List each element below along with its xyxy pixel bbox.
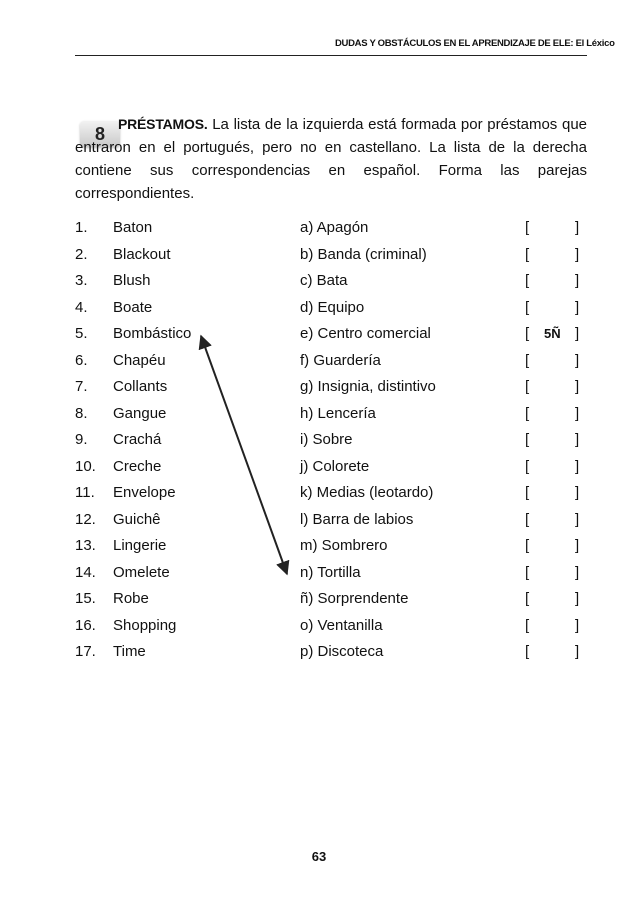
spanish-equivalent: b) Banda (criminal)	[300, 245, 427, 263]
bracket-close: ]	[575, 431, 580, 448]
row-number: 16.	[75, 616, 96, 634]
spanish-equivalent: a) Apagón	[300, 219, 369, 236]
bracket-close: ]	[575, 351, 580, 369]
connection-arrow-line	[201, 336, 287, 574]
loanword: Robe	[113, 590, 149, 607]
spanish-equivalent: ñ) Sorprendente	[300, 590, 409, 607]
bracket-open: [	[525, 457, 530, 475]
bracket-open: [	[525, 378, 530, 395]
row-number: 4.	[75, 298, 88, 316]
row-number: 3.	[75, 272, 88, 289]
exercise-title: PRÉSTAMOS.	[118, 116, 208, 132]
bracket-open: [	[525, 537, 530, 554]
row-number: 9.	[75, 431, 88, 448]
loanword: Guichê	[113, 510, 161, 528]
row-number: 5.	[75, 325, 88, 342]
spanish-equivalent: h) Lencería	[300, 404, 376, 422]
bracket-close: ]	[575, 457, 580, 475]
spanish-equivalent: l) Barra de labios	[300, 510, 414, 528]
spanish-equivalent: d) Equipo	[300, 298, 365, 316]
bracket-open: [	[525, 590, 530, 607]
bracket-open: [	[525, 298, 530, 316]
row-number: 11.	[75, 484, 95, 501]
row-number: 1.	[75, 219, 88, 236]
loanword: Creche	[113, 457, 162, 475]
row-number: 2.	[75, 245, 88, 263]
page-number: 63	[311, 849, 327, 864]
spanish-equivalent: m) Sombrero	[300, 537, 388, 554]
loanword: Bombástico	[113, 325, 192, 342]
bracket-open: [	[525, 325, 530, 342]
bracket-close: ]	[575, 563, 580, 581]
exercise-instructions-text: La lista de la izquierda está formada por préstamos que entraron en el portugués, pero no en castellano. La lista de la derecha contiene sus correspondencias en español. Forma las parejas correspondientes.	[75, 116, 587, 202]
loanword: Shopping	[113, 616, 177, 634]
bracket-close: ]	[575, 537, 580, 554]
spanish-equivalent: i) Sobre	[300, 431, 353, 448]
bracket-close: ]	[575, 510, 580, 528]
loanword: Envelope	[113, 484, 176, 501]
bracket-close: ]	[575, 616, 580, 634]
bracket-close: ]	[575, 325, 580, 342]
loanword: Lingerie	[113, 537, 167, 554]
bracket-close: ]	[575, 484, 580, 501]
bracket-close: ]	[575, 643, 580, 660]
bracket-close: ]	[575, 272, 580, 289]
bracket-close: ]	[575, 590, 580, 607]
spanish-equivalent: g) Insignia, distintivo	[300, 378, 436, 395]
spanish-equivalent: o) Ventanilla	[300, 616, 383, 634]
bracket-close: ]	[575, 298, 580, 316]
loanword: Baton	[113, 219, 153, 236]
bracket-open: [	[525, 245, 530, 263]
loanword: Crachá	[113, 431, 162, 448]
spanish-equivalent: p) Discoteca	[300, 643, 384, 660]
spanish-equivalent: e) Centro comercial	[300, 325, 431, 342]
bracket-open: [	[525, 643, 530, 660]
bracket-open: [	[525, 219, 530, 236]
bracket-close: ]	[575, 378, 580, 395]
loanword: Gangue	[113, 404, 167, 422]
row-number: 6.	[75, 351, 88, 369]
row-number: 13.	[75, 537, 96, 554]
row-number: 8.	[75, 404, 88, 422]
bracket-close: ]	[575, 245, 580, 263]
row-number: 7.	[75, 378, 88, 395]
row-number: 12.	[75, 510, 96, 528]
answer-field[interactable]: 5Ñ	[544, 326, 561, 341]
running-header: DUDAS Y OBSTÁCULOS EN EL APRENDIZAJE DE ELE: El Léxico	[335, 38, 615, 49]
loanword: Blush	[113, 272, 151, 289]
spanish-equivalent: n) Tortilla	[300, 563, 361, 581]
row-number: 14.	[75, 563, 96, 581]
bracket-open: [	[525, 351, 530, 369]
bracket-open: [	[525, 510, 530, 528]
loanword: Time	[113, 643, 146, 660]
exercise-number: 8	[94, 124, 105, 144]
row-number: 10.	[75, 457, 96, 475]
spanish-equivalent: j) Colorete	[300, 457, 370, 475]
bracket-close: ]	[575, 404, 580, 422]
spanish-equivalent: k) Medias (leotardo)	[300, 484, 434, 501]
bracket-open: [	[525, 484, 530, 501]
bracket-open: [	[525, 272, 530, 289]
spanish-equivalent: f) Guardería	[300, 351, 381, 369]
bracket-close: ]	[575, 219, 580, 236]
row-number: 15.	[75, 590, 96, 607]
loanword: Blackout	[113, 245, 171, 263]
bracket-open: [	[525, 563, 530, 581]
bracket-open: [	[525, 404, 530, 422]
loanword: Chapéu	[113, 351, 166, 369]
loanword: Boate	[113, 298, 153, 316]
spanish-equivalent: c) Bata	[300, 272, 348, 289]
loanword: Collants	[113, 378, 168, 395]
row-number: 17.	[75, 643, 96, 660]
loanword: Omelete	[113, 563, 170, 581]
bracket-open: [	[525, 616, 530, 634]
bracket-open: [	[525, 431, 530, 448]
